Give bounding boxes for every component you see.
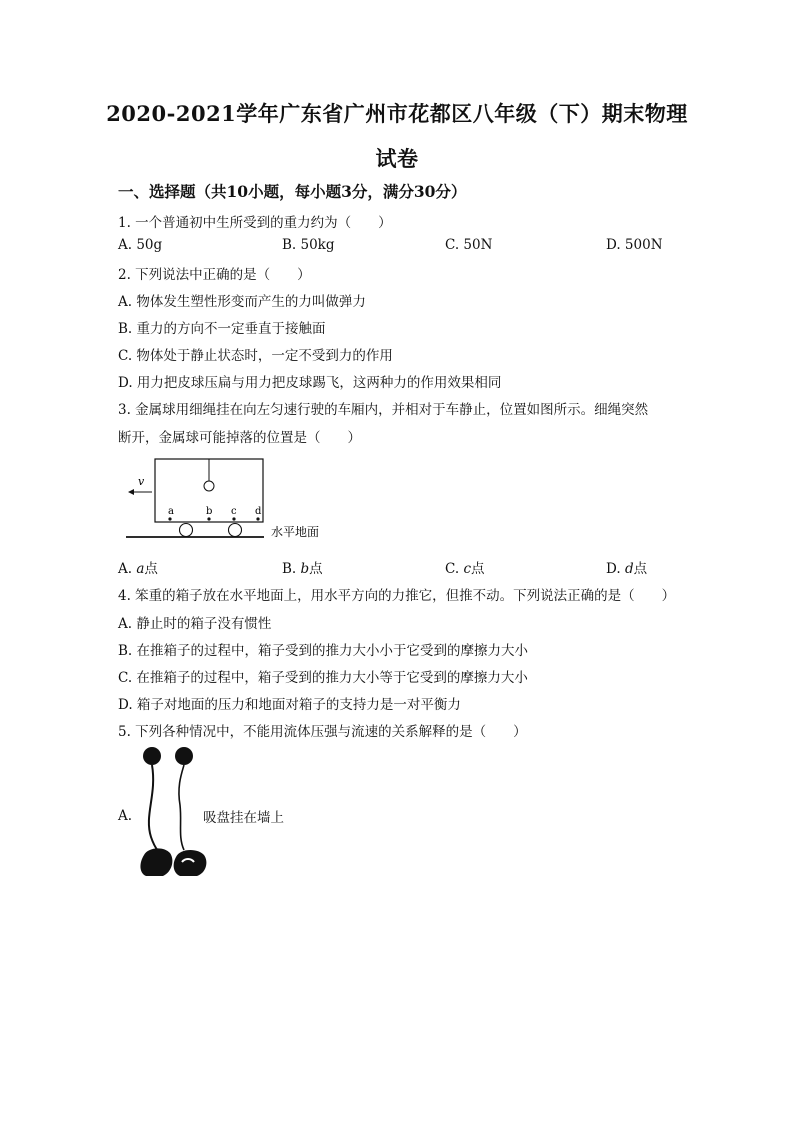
- left-cup-top: [143, 747, 161, 765]
- suction-cup-figure: [138, 745, 210, 880]
- right-cup-base: [174, 850, 207, 876]
- question-4-option-c: C. 在推箱子的过程中，箱子受到的推力大小等于它受到的摩擦力大小: [118, 670, 528, 686]
- option-letter: b: [300, 561, 310, 577]
- question-2-option-d: D. 用力把皮球压扁与用力把皮球踢飞，这两种力的作用效果相同: [118, 375, 502, 391]
- option-prefix: C.: [445, 561, 460, 577]
- question-1-option-d: D. 500N: [606, 237, 663, 253]
- question-5-option-a-text: 吸盘挂在墙上: [203, 810, 284, 826]
- page-title: 2020-2021学年广东省广州市花都区八年级（下）期末物理: [106, 101, 688, 126]
- right-cup-top: [175, 747, 193, 765]
- right-wheel: [229, 524, 242, 537]
- option-letter: c: [463, 561, 471, 577]
- question-3-stem-line1: 3. 金属球用细绳挂在向左匀速行驶的车厢内，并相对于车静止，位置如图所示。细绳突然: [118, 402, 649, 418]
- section-heading: 一、选择题（共10小题，每小题3分，满分30分）: [118, 182, 467, 201]
- point-a-dot: [168, 517, 171, 520]
- point-b-dot: [207, 517, 210, 520]
- point-a-label: a: [168, 506, 174, 517]
- question-4-option-b: B. 在推箱子的过程中，箱子受到的推力大小小于它受到的摩擦力大小: [118, 643, 529, 659]
- question-2-option-b: B. 重力的方向不一定垂直于接触面: [118, 321, 326, 337]
- point-c-label: c: [231, 506, 237, 517]
- velocity-label: v: [138, 475, 145, 488]
- question-2-option-a: A. 物体发生塑性形变而产生的力叫做弹力: [118, 294, 366, 310]
- option-letter: a: [136, 561, 145, 577]
- question-2-stem: 2. 下列说法中正确的是（ ）: [118, 267, 311, 283]
- ground-label: 水平地面: [271, 525, 320, 539]
- question-4-option-d: D. 箱子对地面的压力和地面对箱子的支持力是一对平衡力: [118, 697, 461, 713]
- option-suffix: 点: [633, 561, 648, 577]
- option-prefix: A.: [118, 561, 133, 577]
- question-3-option-d: [606, 557, 647, 577]
- question-1-option-a: A. 50g: [118, 237, 163, 253]
- page-title-line2: 试卷: [375, 146, 419, 171]
- train-car-figure: [118, 452, 348, 548]
- question-1-option-c: C. 50N: [445, 237, 493, 253]
- point-d-dot: [256, 517, 259, 520]
- right-hook-wire: [179, 765, 184, 850]
- left-cup-base: [140, 848, 172, 876]
- question-3-option-b: [282, 557, 323, 577]
- left-hook-wire: [149, 765, 158, 851]
- question-3-option-a: [118, 557, 158, 577]
- question-3-option-c: [445, 557, 485, 577]
- point-c-dot: [232, 517, 235, 520]
- point-d-label: d: [255, 506, 262, 517]
- option-letter: d: [624, 561, 634, 577]
- left-wheel: [180, 524, 193, 537]
- question-5-option-a-prefix: A.: [118, 808, 133, 824]
- question-4-stem: 4. 笨重的箱子放在水平地面上，用水平方向的力推它，但推不动。下列说法正确的是（ ）: [118, 588, 676, 604]
- question-1-option-b: B. 50kg: [282, 237, 335, 253]
- option-prefix: D.: [606, 561, 621, 577]
- option-suffix: 点: [471, 561, 485, 577]
- metal-ball: [204, 481, 214, 491]
- option-prefix: B.: [282, 561, 297, 577]
- question-2-option-c: C. 物体处于静止状态时，一定不受到力的作用: [118, 348, 393, 364]
- option-suffix: 点: [144, 561, 158, 577]
- velocity-arrow-head: [128, 489, 134, 495]
- question-4-option-a: A. 静止时的箱子没有惯性: [118, 616, 272, 632]
- point-b-label: b: [206, 506, 213, 517]
- option-suffix: 点: [309, 561, 323, 577]
- question-5-stem: 5. 下列各种情况中，不能用流体压强与流速的关系解释的是（ ）: [118, 724, 527, 740]
- question-1-stem: 1. 一个普通初中生所受到的重力约为（ ）: [118, 215, 392, 231]
- question-3-stem-line2: 断开，金属球可能掉落的位置是（ ）: [118, 430, 361, 446]
